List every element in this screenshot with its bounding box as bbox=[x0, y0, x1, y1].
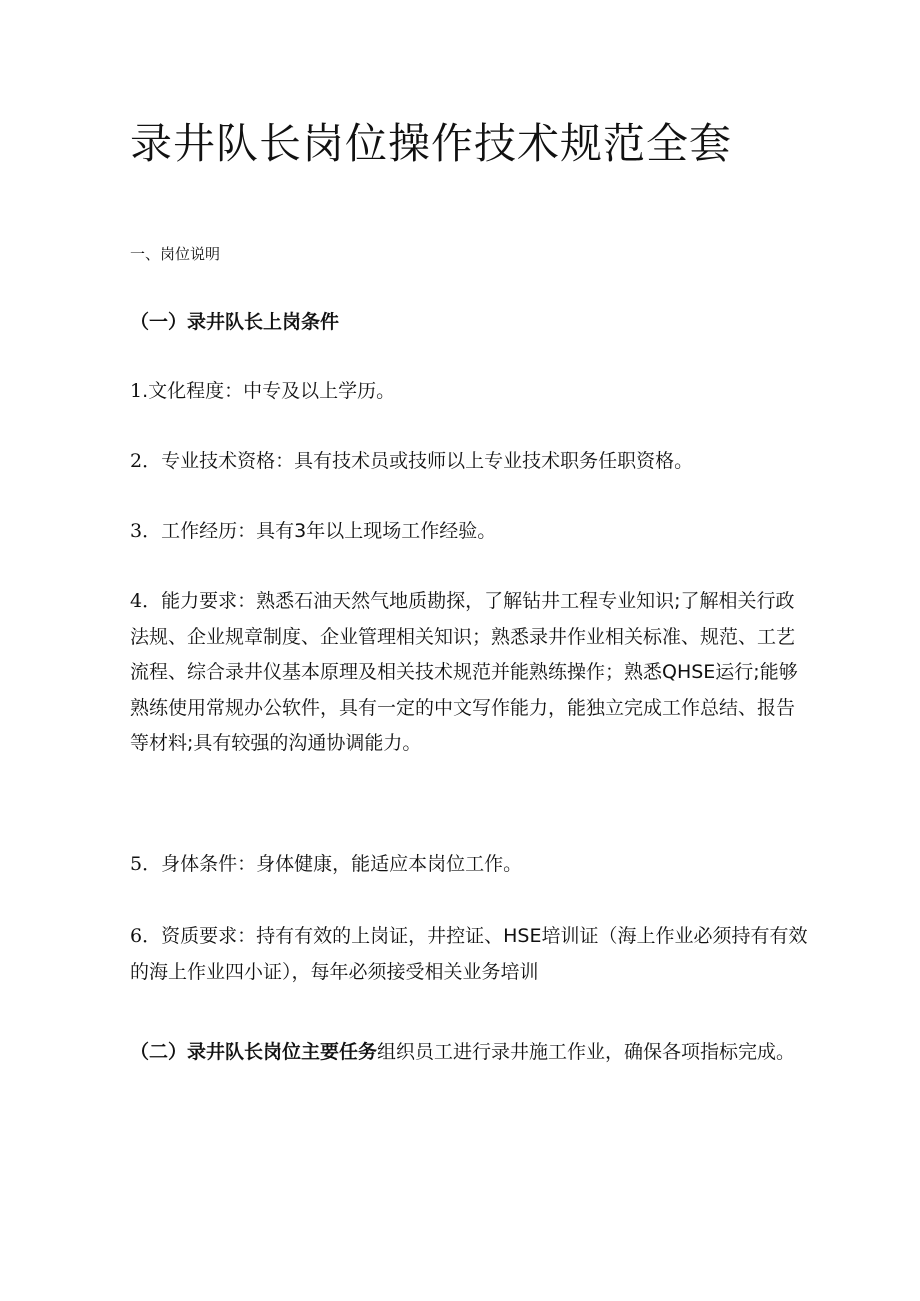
item-number: 1 bbox=[130, 380, 143, 402]
list-item bbox=[130, 514, 810, 550]
list-item bbox=[130, 374, 810, 410]
item-number: 5 bbox=[130, 853, 143, 875]
item-separator: ． bbox=[142, 925, 162, 947]
item-separator: . bbox=[142, 380, 149, 402]
item-separator: ． bbox=[142, 520, 162, 542]
item-separator: ． bbox=[142, 853, 162, 875]
subsection-heading: （一）录井队长上岗条件 bbox=[130, 311, 340, 333]
item-separator: ． bbox=[142, 450, 162, 472]
item-number: 2 bbox=[130, 450, 143, 472]
section-heading: 一、岗位说明 bbox=[130, 245, 221, 263]
subsection-paragraph bbox=[130, 1035, 810, 1071]
item-separator: ． bbox=[142, 590, 162, 612]
paragraph-text: 组织员工进行录井施工作业，确保各项指标完成。 bbox=[377, 1041, 796, 1063]
item-text: 工作经历：具有3年以上现场工作经验。 bbox=[161, 520, 497, 542]
document-title: 录井队长岗位操作技术规范全套 bbox=[130, 119, 733, 168]
item-number: 6 bbox=[130, 925, 143, 947]
item-number: 3 bbox=[130, 520, 143, 542]
item-text: 资质要求：持有有效的上岗证，井控证、HSE培训证（海上作业必须持有有效的海上作业四小证），每年必须接受相关业务培训 bbox=[130, 925, 808, 983]
item-text: 身体条件：身体健康，能适应本岗位工作。 bbox=[161, 853, 523, 875]
list-item bbox=[130, 919, 810, 990]
list-item bbox=[130, 444, 810, 480]
list-item bbox=[130, 584, 810, 762]
item-number: 4 bbox=[130, 590, 143, 612]
subsection-heading: （二）录井队长岗位主要任务 bbox=[130, 1041, 378, 1063]
item-text: 能力要求：熟悉石油天然气地质勘探，了解钻井工程专业知识;了解相关行政法规、企业规章制度、企业管理相关知识；熟悉录井作业相关标准、规范、工艺流程、综合录井仪基本原理及相关技术规范并能熟练操作；熟悉QHSE运行;能够熟练使用常规办公软件，具有一定的中文写作能力，能独立完成工作总结、报告等材料;具有较强的沟通协调能力。 bbox=[130, 590, 798, 754]
item-text: 文化程度：中专及以上学历。 bbox=[148, 380, 396, 402]
item-text: 专业技术资格：具有技术员或技师以上专业技术职务任职资格。 bbox=[161, 450, 694, 472]
list-item bbox=[130, 847, 810, 883]
